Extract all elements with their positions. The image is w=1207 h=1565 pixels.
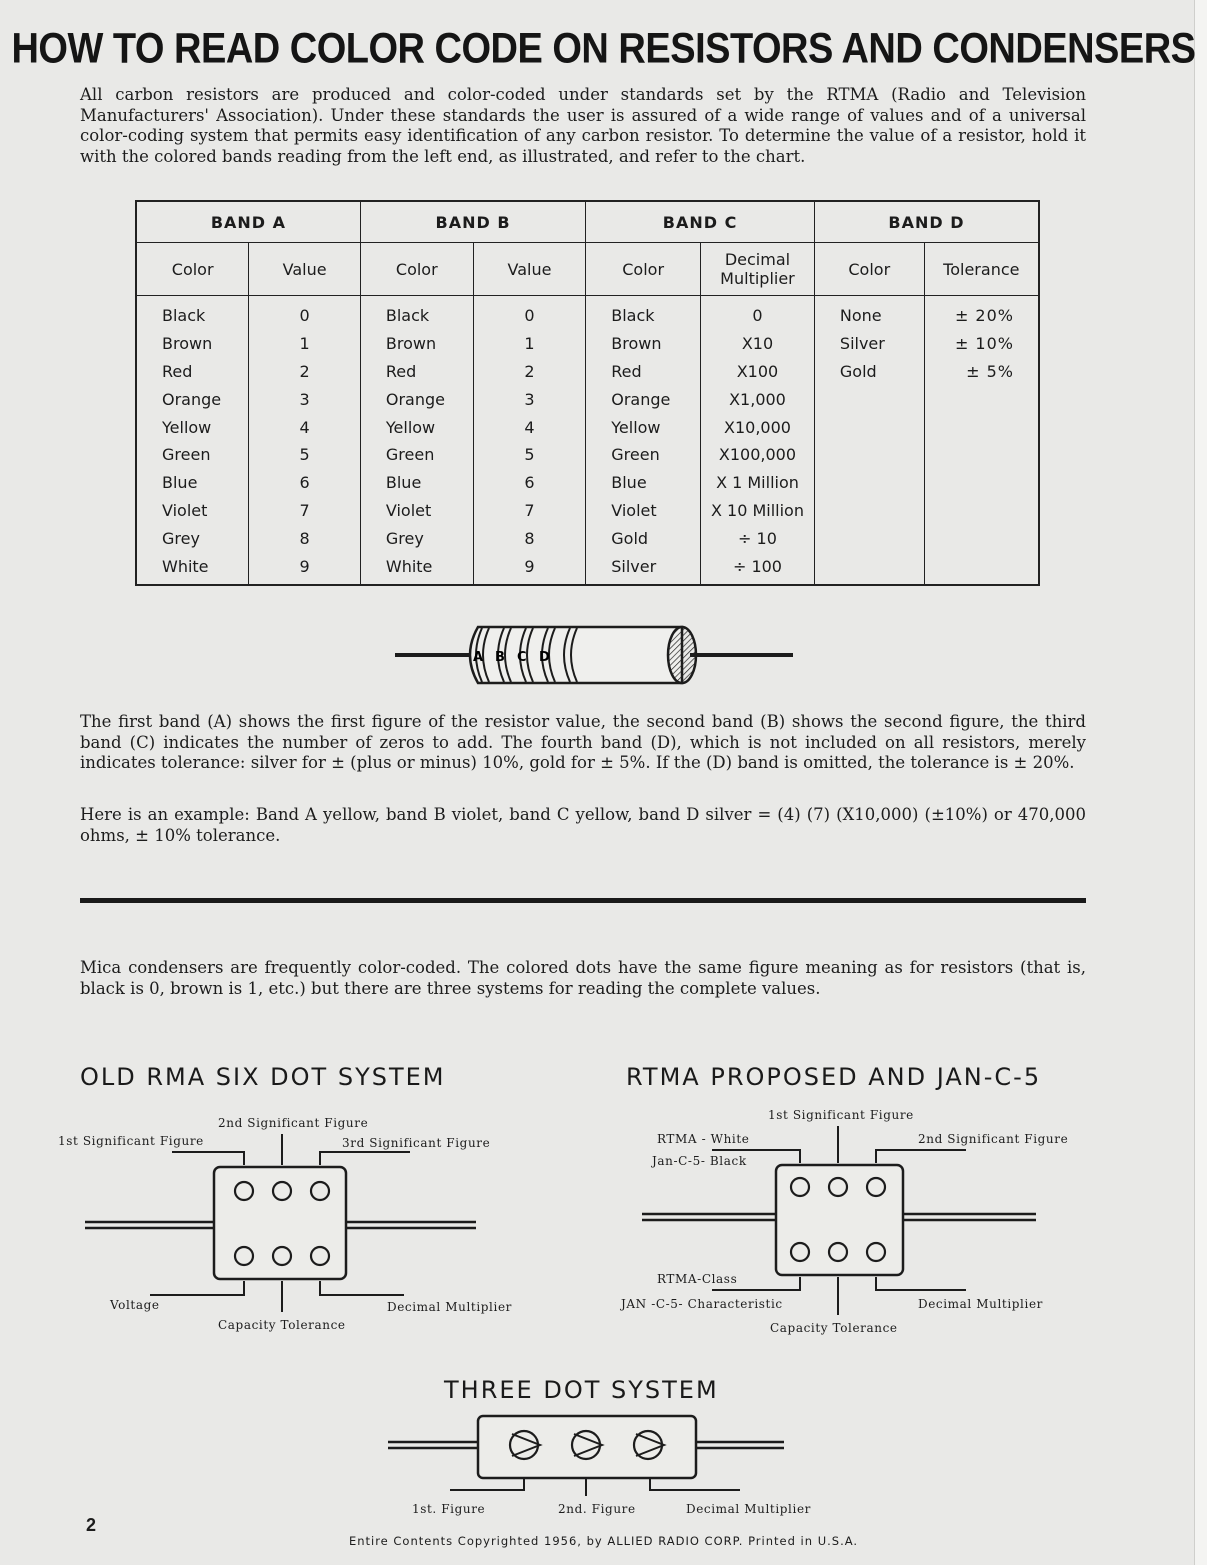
band-a-value-cell: 7 — [249, 497, 361, 525]
band-c-multiplier-cell: X10 — [701, 330, 815, 358]
band-a-color-cell: Black — [136, 296, 249, 330]
band-a-value-cell: 6 — [249, 469, 361, 497]
band-c-color-cell: Gold — [586, 524, 701, 552]
band-b-letter: B — [495, 650, 505, 665]
band-a-color-cell: Blue — [136, 469, 249, 497]
page-number: 2 — [86, 1515, 97, 1535]
band-a-value-cell: 8 — [249, 524, 361, 552]
band-a-value-cell: 9 — [249, 552, 361, 585]
band-d-letter: D — [539, 650, 550, 665]
band-b-value-cell: 8 — [473, 524, 586, 552]
band-c-multiplier-cell: ÷ 100 — [701, 552, 815, 585]
band-d-tolerance-cell: ± 5% — [924, 358, 1039, 386]
band-d-tolerance-cell: ± 20% — [924, 296, 1039, 330]
band-c-multiplier-cell: 0 — [701, 296, 815, 330]
band-c-letter: C — [517, 650, 527, 665]
band-d-tolerance-header: Tolerance — [924, 243, 1039, 296]
resistor-illustration — [395, 627, 793, 683]
band-c-color-cell: Blue — [586, 469, 701, 497]
band-c-color-cell: Silver — [586, 552, 701, 585]
old-tolerance-label: Capacity Tolerance — [218, 1318, 346, 1332]
example-paragraph: Here is an example: Band A yellow, band B violet, band C yellow, band D silver = (4) (7) (X10,000) (±10%) or 470,000 ohms, ± 10% tolerance. — [80, 805, 1086, 845]
band-a-value-header: Value — [249, 243, 361, 296]
decimal-multiplier-label: Decimal Multiplier — [720, 250, 795, 288]
rtma-diagram — [642, 1126, 1036, 1315]
jan-black-label: Jan-C-5- Black — [652, 1154, 747, 1168]
band-c-multiplier-cell: ÷ 10 — [701, 524, 815, 552]
rtma-multiplier-label: Decimal Multiplier — [918, 1297, 1043, 1311]
band-b-color-cell: Orange — [360, 385, 473, 413]
old-second-sig-label: 2nd Significant Figure — [218, 1116, 369, 1130]
old-first-sig-label: 1st Significant Figure — [58, 1134, 204, 1148]
band-a-color-cell: Red — [136, 358, 249, 386]
band-b-value-header: Value — [473, 243, 586, 296]
band-c-multiplier-cell: X 1 Million — [701, 469, 815, 497]
band-a-value-cell: 5 — [249, 441, 361, 469]
band-c-color-cell: Yellow — [586, 413, 701, 441]
rtma-second-sig-label: 2nd Significant Figure — [918, 1132, 1069, 1146]
old-voltage-label: Voltage — [110, 1298, 160, 1312]
band-c-color-cell: Orange — [586, 385, 701, 413]
intro-paragraph: All carbon resistors are produced and color-coded under standards set by the RTMA (Radio and Television Manufacturers' Association). Under these standards the user is assured of a wide range of values and of a universal color-coding system that permits easy identification of any carbon resistor. To determine the value of a resistor, hold it with the colored bands reading from the left end, as illustrated, and refer to the chart. — [80, 85, 1086, 166]
band-c-color-cell: Violet — [586, 497, 701, 525]
band-d-header: BAND D — [814, 201, 1039, 243]
band-a-header: BAND A — [136, 201, 360, 243]
band-d-color-cell: Gold — [814, 358, 924, 386]
old-third-sig-label: 3rd Significant Figure — [342, 1136, 491, 1150]
band-a-color-header: Color — [136, 243, 249, 296]
band-b-value-cell: 5 — [473, 441, 586, 469]
band-c-multiplier-cell: X100 — [701, 358, 815, 386]
band-b-color-cell: Green — [360, 441, 473, 469]
band-b-color-cell: Blue — [360, 469, 473, 497]
band-d-color-cell: None — [814, 296, 924, 330]
band-b-color-header: Color — [360, 243, 473, 296]
band-a-color-cell: Brown — [136, 330, 249, 358]
band-c-header: BAND C — [586, 201, 815, 243]
three-first-label: 1st. Figure — [412, 1502, 486, 1516]
band-c-multiplier-cell: X100,000 — [701, 441, 815, 469]
band-a-color-cell: Green — [136, 441, 249, 469]
band-b-color-cell: White — [360, 552, 473, 585]
old-multiplier-label: Decimal Multiplier — [387, 1300, 512, 1314]
explanation-paragraph: The first band (A) shows the first figure of the resistor value, the second band (B) shows the second figure, the third band (C) indicates the number of zeros to add. The fourth band (D), which is not included on all resistors, merely indicates tolerance: silver for ± (plus or minus) 10%, gold for ± 5%. If the (D) band is omitted, the tolerance is ± 20%. — [80, 712, 1086, 772]
mica-paragraph: Mica condensers are frequently color-coded. The colored dots have the same figure meaning as for resistors (that is, black is 0, brown is 1, etc.) but there are three systems for reading the complete values. — [80, 958, 1086, 998]
three-dot-diagram — [388, 1416, 784, 1496]
three-second-label: 2nd. Figure — [558, 1502, 636, 1516]
band-a-letter: A — [473, 650, 484, 665]
band-c-color-header: Color — [586, 243, 701, 296]
band-a-value-cell: 0 — [249, 296, 361, 330]
band-c-multiplier-cell: X1,000 — [701, 385, 815, 413]
band-b-value-cell: 4 — [473, 413, 586, 441]
band-a-value-cell: 2 — [249, 358, 361, 386]
band-c-color-cell: Black — [586, 296, 701, 330]
rtma-class-label: RTMA-Class — [657, 1272, 738, 1286]
band-c-multiplier-cell: X10,000 — [701, 413, 815, 441]
band-a-color-cell: Yellow — [136, 413, 249, 441]
rtma-tolerance-label: Capacity Tolerance — [770, 1321, 898, 1335]
band-a-value-cell: 4 — [249, 413, 361, 441]
band-a-color-cell: Violet — [136, 497, 249, 525]
band-b-value-cell: 9 — [473, 552, 586, 585]
band-a-color-cell: White — [136, 552, 249, 585]
three-multiplier-label: Decimal Multiplier — [686, 1502, 811, 1516]
band-b-color-cell: Brown — [360, 330, 473, 358]
rtma-heading: RTMA PROPOSED AND JAN-C-5 — [626, 1063, 1042, 1091]
band-d-color-cell: Silver — [814, 330, 924, 358]
rtma-first-sig-label: 1st Significant Figure — [768, 1108, 914, 1122]
band-a-value-cell: 1 — [249, 330, 361, 358]
band-b-color-cell: Red — [360, 358, 473, 386]
band-c-color-cell: Red — [586, 358, 701, 386]
band-b-value-cell: 3 — [473, 385, 586, 413]
band-a-color-cell: Orange — [136, 385, 249, 413]
band-c-color-cell: Brown — [586, 330, 701, 358]
band-a-color-cell: Grey — [136, 524, 249, 552]
band-b-header: BAND B — [360, 201, 585, 243]
old-rma-heading: OLD RMA SIX DOT SYSTEM — [80, 1063, 446, 1091]
band-d-color-header: Color — [814, 243, 924, 296]
page-title: HOW TO READ COLOR CODE ON RESISTORS AND CONDENSERS — [11, 25, 1196, 73]
rtma-white-label: RTMA - White — [657, 1132, 750, 1146]
old-rma-six-dot-diagram — [85, 1134, 476, 1312]
band-b-color-cell: Black — [360, 296, 473, 330]
band-b-color-cell: Violet — [360, 497, 473, 525]
band-b-color-cell: Yellow — [360, 413, 473, 441]
band-b-value-cell: 0 — [473, 296, 586, 330]
copyright-notice: Entire Contents Copyrighted 1956, by ALLIED RADIO CORP. Printed in U.S.A. — [348, 1534, 859, 1548]
band-b-color-cell: Grey — [360, 524, 473, 552]
band-a-value-cell: 3 — [249, 385, 361, 413]
jan-characteristic-label: JAN -C-5- Characteristic — [621, 1297, 783, 1311]
band-c-color-cell: Green — [586, 441, 701, 469]
band-b-value-cell: 2 — [473, 358, 586, 386]
band-b-value-cell: 6 — [473, 469, 586, 497]
three-dot-heading: THREE DOT SYSTEM — [444, 1376, 719, 1404]
band-d-tolerance-cell: ± 10% — [924, 330, 1039, 358]
band-b-value-cell: 1 — [473, 330, 586, 358]
band-b-value-cell: 7 — [473, 497, 586, 525]
band-c-multiplier-cell: X 10 Million — [701, 497, 815, 525]
